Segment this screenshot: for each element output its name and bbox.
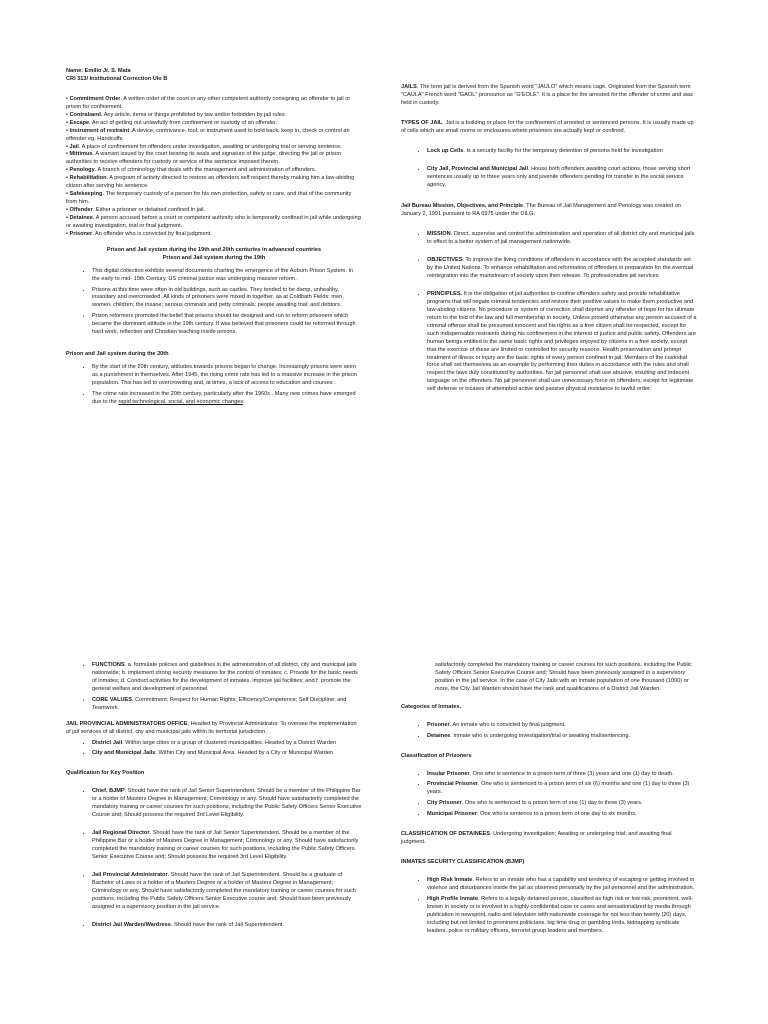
provincial-office-paragraph: JAIL PROVINCIAL ADMINISTRATORS OFFICE. Headed by Provincial Administrator. To oversee the implementation of jail services of all district, city and municipal jails within its territorial jurisdiction. bbox=[66, 720, 357, 735]
definition-item: • Escape. An act of getting out unlawfully from confinement or custody of an offender. bbox=[66, 119, 278, 126]
list-item: • This digital collection exhibits several documents charting the emergence of the Auburn Prison System. In the early to mid- 19th Century, US criminal justice was undergoing massive reform. bbox=[92, 268, 362, 284]
list-item: • Municipal Prisoner. One who is sentence to a prison term of one day to six months. bbox=[427, 811, 697, 819]
list-item: • Detainee. Inmate who is undergoing investigation/trial or awaiting trial/sentencing. bbox=[427, 733, 697, 741]
list-19th-century bbox=[66, 268, 362, 338]
detainees-paragraph: CLASSIFICATION OF DETAINEES. Undergoing investigation; Awaiting or undergoing trial; and awaiting final judgment. bbox=[401, 831, 672, 846]
definition-item: • Offender. Either a prisoner or detained confined in jail. bbox=[66, 207, 206, 213]
list-item: • City Jail, Provincial and Municipal Jail. House both offenders awaiting court actions, those serving short sentences usually up to three years only and juvenile offenders pending for transfer to the social service agency. bbox=[427, 166, 697, 190]
definition-item: • Safekeeping. The temporary custody of a person for his own protection, safety or care, and that of the community from him. bbox=[66, 191, 352, 206]
categories-heading: Categories of Inmates. bbox=[401, 703, 461, 710]
section-heading-19th-20th: Prison and Jail system during the 19th and 20th centuries in advanced countries bbox=[106, 246, 322, 253]
definition-item: • Commitment Order. A written order of the court or any other competent authority consigning an offender to jail or prison for confinement. bbox=[66, 95, 351, 110]
classification-list bbox=[401, 771, 697, 820]
security-list bbox=[401, 877, 697, 936]
functions-list bbox=[66, 662, 362, 713]
list-item: • Prisons at this time were often in old buildings, such as castles. They tended to be damp, unhealthy, insanitary and overcrowded. All kinds of prisoners were mixed in together, as at Coldbath Fields: men, women, children; the insane; serious criminals and petty criminals; people awaiting trial; and debtors. bbox=[92, 287, 362, 311]
list-item: • The crime rate increased in the 20th century, particularly after the 1960s . Many new crimes have emerged due to the rapid technological, social, and economic changes. bbox=[92, 391, 362, 407]
page2-right-column bbox=[401, 662, 697, 941]
types-of-jail-paragraph: TYPES OF JAIL. Jail is a building or place for the confinement of arrested or sentenced persons. It is usually made up of cells which are small rooms or enclosures where prisoners are actually kept or confined. bbox=[401, 119, 694, 134]
definition-item: • Rehabilitation. A program of activity directed to restore an offenders self respect thereby making him a law-abiding citizen after serving his sentence. bbox=[66, 175, 355, 190]
definition-item: • Detainee. A person accused before a court or competent authority who is temporarily confined in jail while undergoing or awaiting investigation, trial or final judgment. bbox=[66, 214, 361, 229]
definition-item: • Penology. A branch of criminology that deals with the management and administration of offenders. bbox=[66, 167, 317, 174]
list-item: • CORE VALUES. Commitment; Respect for Human Rights; Efficiency/Competence; Self Discipline; and Teamwork. bbox=[92, 697, 362, 713]
list-item: • Prisoner. An inmate who is convicted by final judgment. bbox=[427, 722, 697, 730]
list-item: • Lock up Cells. Is a security facility for the temporary detention of persons held for investigation bbox=[427, 148, 697, 156]
section-heading-19th: Prison and Jail system during the 19th bbox=[162, 254, 266, 261]
list-item: • High Profile Inmate. Refers to a legally detained person, classified as high risk or low risk, prominent, well-known in society or is involved in a highly confidential case or cases and sensationalized by media through publication in newsprint, radio and television with nationwide coverage for not less than twenty (20) days, including but not limited to prominent politicians, big time drug or gambling lords, kidnapping syndicate leaders, police or military officers, terrorist group leaders and members. bbox=[427, 896, 697, 936]
list-item: • Insular Prisoner. One who is sentence to a prison term of three (3) years and one (1) day to death. bbox=[427, 771, 697, 779]
bureau-paragraph: Jail Bureau Mission, Objectives, and Principle. The Bureau of Jail Management and Penology was created on January 2, 1991 pursuant to RA 6975 under the DILG. bbox=[401, 203, 682, 218]
course-header: CRI 313/ Institutional Correction Ulo B bbox=[66, 75, 168, 82]
list-item: • Provincial Prisoner. One who is sentenced to a prison term of six (6) months and one (1) day to three (3) years. bbox=[427, 781, 697, 797]
security-heading: INMATES SECURITY CLASSIFICATION (BJMP) bbox=[401, 859, 525, 866]
page2-left-column bbox=[66, 662, 362, 934]
provincial-list bbox=[66, 740, 362, 759]
definitions-list bbox=[66, 96, 362, 239]
page1-left-column bbox=[66, 68, 362, 412]
list-item: • PRINCIPLES. It is the obligation of jail authorities to confine offenders safety and provide rehabilitative programs that will negate criminal tendencies and restore their positive values to make them productive and law-abiding citizens. No procedure or system of correction shall deprive any offender of hope for his ultimate return to the fold of the law and full membership in society. Unless proved otherwise any person accused of a criminal offense shall be presumed innocent and his rights as a free citizen shall be respected, except for such indispensable restraints during his confinement in the interest of justice and public safety. Offenders are human beings entitled to the same basic rights and privileges enjoyed by citizens in a free society, except that the exercise of these are limited or controlled for security reasons. Health preservation and prompt treatment of illness or injury are the basic rights of every person confined in jail. Members of the custodial force shall set themselves as an example by performing their duties in accordance with the rules and shall respect the laws duly constituted by authorities. No jail personnel shall use abusive, insulting and indecent language on the offenders. No jail personnel shall use unnecessary force on offenders, except for legitimate self defense or incases of attempted active and passive physical resistance to lawful order. bbox=[427, 291, 697, 394]
section-heading-20th: Prison and Jail system during the 20th bbox=[66, 351, 169, 358]
list-item: • District Jail Warden/Wardress. Should have the rank of Jail Superintendent. bbox=[92, 922, 362, 930]
list-item: • MISSION. Direct, supervise and control the administration and operation of all district city and municipal jails to effect to a better system of jail management nationwide. bbox=[427, 231, 697, 247]
bureau-list bbox=[401, 231, 697, 394]
list-item: • District Jail. Within large cities or a group of clustered municipalities. Headed by a District Warden bbox=[92, 740, 362, 748]
types-of-jail-list bbox=[401, 148, 697, 190]
definition-item: • Instrument of restraint. A device, contrivance, tool, or instrument used to hold back, keep in, check or control an offender eg. Handcuffs bbox=[66, 127, 350, 142]
list-20th-century bbox=[66, 364, 362, 407]
definition-item: • Jail. A place of confinement for offenders under investigation, awaiting or undergoing trial or serving sentence. bbox=[66, 143, 342, 150]
list-item: • Jail Provincial Administrator. Should have the rank of Jail Superintendent. Should be a graduate of Bachelor of Laws or a holder of a Masters Degree or a holder of Masters Degree in Management; Criminology or any. Should have satisfactorily completed the mandatory training or career courses for such positions, including the Public Safety Officers Senior Executive course and; Should have been previously assigned in a supervisory position in the jail service. bbox=[92, 872, 362, 912]
list-item: • Jail Regional Director. Should have the rank of Jail Senior Superintendent. Should be a member of the Philippine Bar or a holder of Masters Degree in Management; Criminology or any. Should have satisfactorily completed the mandatory training or career courses for such positions, including the Public Safety Officers Senior Executive Course and; Should possess the required 3rd Level Eligibility. bbox=[92, 830, 362, 862]
list-item: • FUNCTIONS. a. formulate policies and guidelines in the administration of all district, city and municipal jails nationwide; b. implement strong security measures for the control of inmates; c. Provide for the basic needs of inmates; d. Conduct activities for the development of inmates. improve jail facilities; and f. promote the general welfare and development of personnel. bbox=[92, 662, 362, 694]
rapid-changes-link[interactable]: rapid technological, social, and economic changes bbox=[118, 398, 244, 405]
definition-item: • Contraband. Any article, items or things prohibited by law and/or forbidden by jail rules. bbox=[66, 111, 287, 118]
list-item: • By the start of the 20th century, attitudes towards prisons began to change. Increasingly prisons were seen as a punishment in themselves. After 1945, the rising crime rate has led to a massive increase in the prison population. This has led to overcrowding and, at times, a lack of access to education and courses . bbox=[92, 364, 362, 388]
list-item: • Chief, BJMP. Should have the rank of Jail Senior Superintendent. Should be a member of the Philippine Bar or a holder of Masters Degree in Management; Criminology or any. Should have satisfactorily completed the mandatory training or career courses for such positions, including the Public Safety Officers Senior Executive Course and; Should possess the required 3rd Level Eligibility. bbox=[92, 788, 362, 820]
list-item: • OBJECTIVES. To improve the living conditions of offenders in accordance with the accepted standards set by the United Nations. To enhance rehabilitation and reformation of offenders in preparation for the eventual reintegration into the mainstream of society upon their release. To professionalize jail services. bbox=[427, 257, 697, 281]
continued-paragraph: satisfactorily completed the mandatory training or career courses for such positions, including the Public Safety Officers Senior Executive Course and; Should have been previously assigned in a supervisory position in the jail service. In the case of City Jails with an inmate population of one thousand (1000) or more, the City Jail Warden should have the rank and qualifications of a District Jail Warden. bbox=[435, 662, 692, 692]
categories-list bbox=[401, 722, 697, 741]
classification-heading: Classification of Prisoners bbox=[401, 752, 472, 759]
list-item: • City Prisoner. One who is sentenced to a prison term of one (1) day to three (3) years. bbox=[427, 800, 697, 808]
definition-item: • Mittimus. A warrant issued by the court bearing its seals and signature of the judge, directing the jail or prison authorities to receive offenders for custody or service of the sentence imposed therein. bbox=[66, 151, 341, 166]
list-item: • Prison reformers promoted the belief that prisons should be designed and run to reform prisoners which became the dominant attitude in the 19th century. It was believed that prisoners could be reformed through hard work, reflection and Christian teaching inside prisons. bbox=[92, 313, 362, 337]
list-item: • City and Municipal Jails. Within City and Municipal Area. Headed by a City or Municipal Warden bbox=[92, 750, 362, 758]
author-header: Name: Emilio Jr. S. Mata bbox=[66, 68, 131, 74]
jails-paragraph: JAILS. The term jail is derived from the Spanish word "JAULO" which means cage. Originated from the Spanish term "CAULA" French word "GAOL" pronounce as "G'EOLE". It is a place for the arrested for the offender of crime and was held in custody. bbox=[401, 84, 693, 106]
qualification-list bbox=[66, 788, 362, 929]
page1-right-column bbox=[401, 84, 697, 399]
qualification-heading: Qualification for Key Position bbox=[66, 770, 145, 777]
list-item: • High Risk Inmate. Refers to an inmate who has a capability and tendency of escaping or getting involved in violence and disturbances inside the jail as observed personally by the jail personnel and the administration. bbox=[427, 877, 697, 893]
definition-item: • Prisoner. An offender who is convicted by final judgment. bbox=[66, 230, 212, 237]
